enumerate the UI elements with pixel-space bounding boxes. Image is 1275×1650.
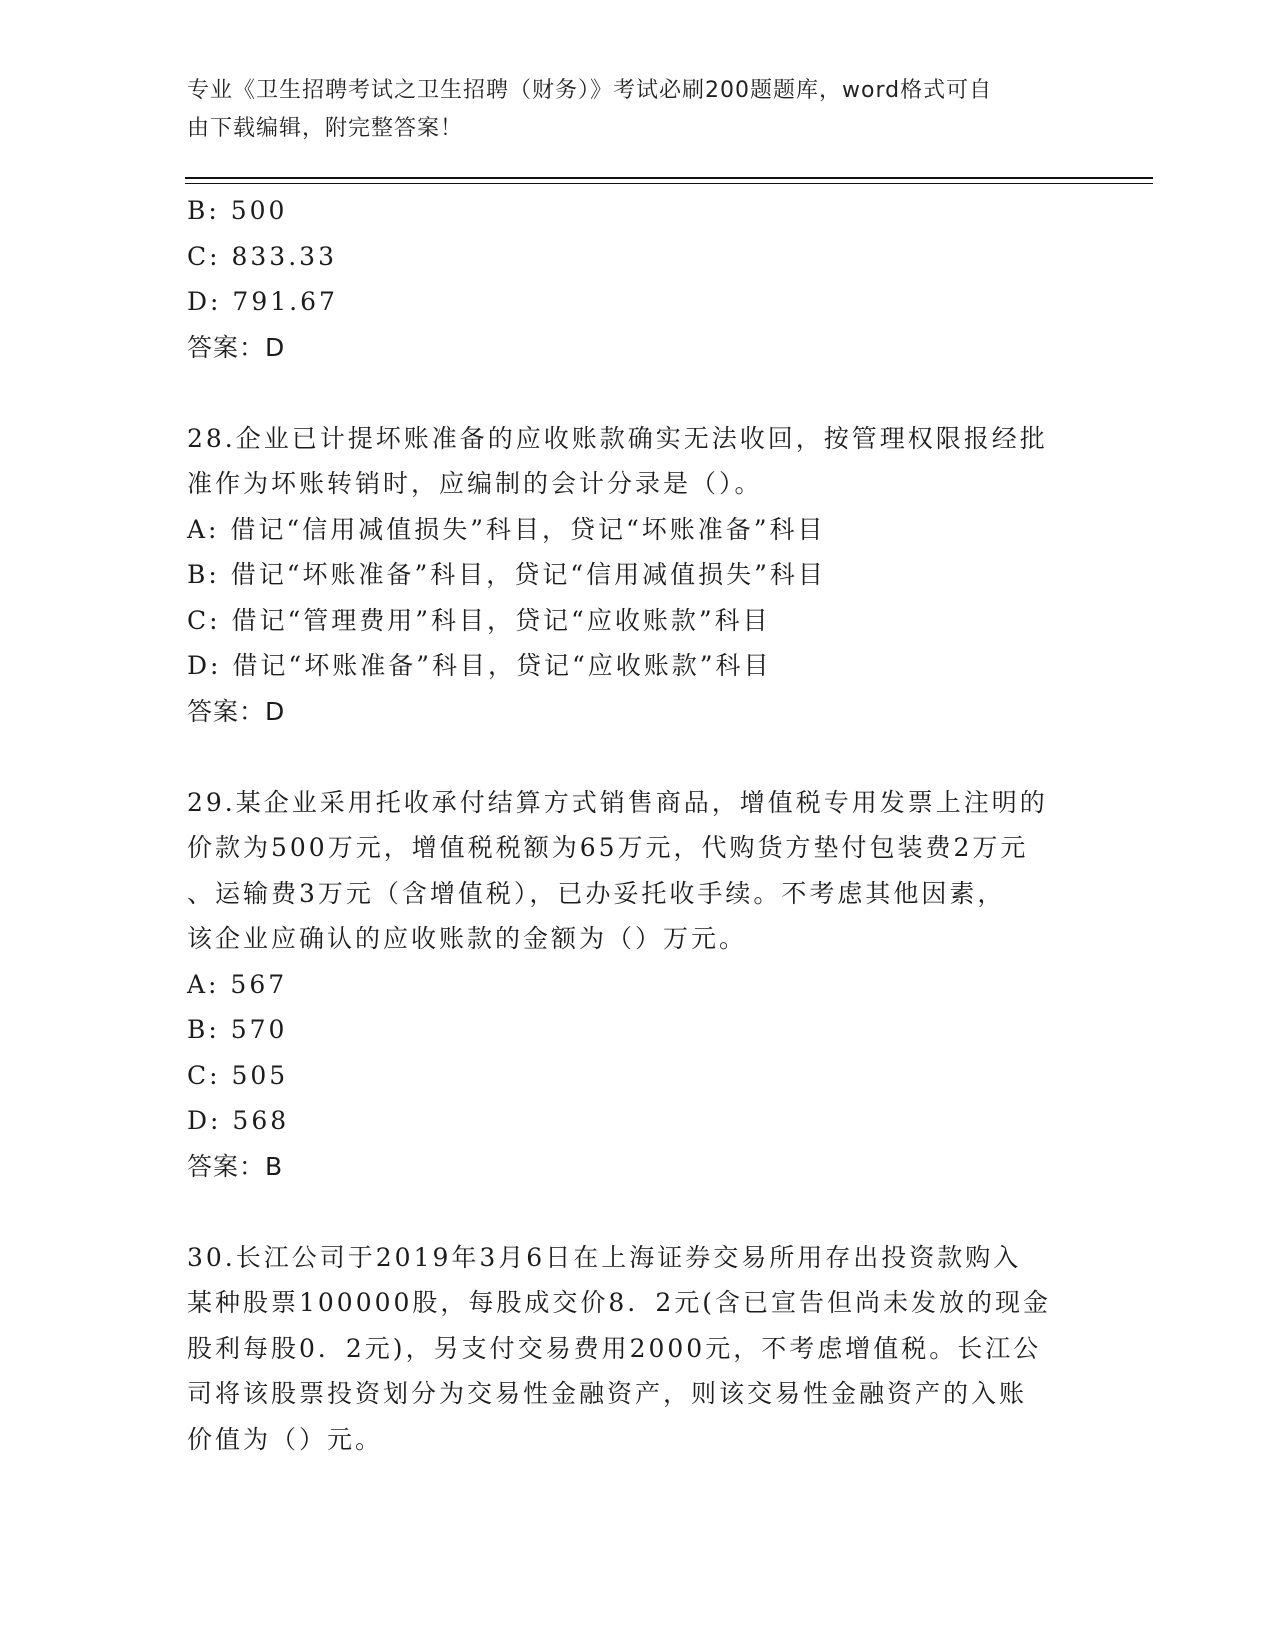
document-header: [187, 72, 1087, 148]
question-stem-line: 股利每股0．2元)，另支付交易费用2000元，不考虑增值税。长江公: [187, 1333, 1042, 1363]
option-d: D: 568: [187, 1106, 290, 1135]
option-d: D: 借记“坏账准备”科目，贷记“应收账款”科目: [187, 651, 772, 680]
option-a: A: 567: [187, 969, 288, 999]
spacer: [187, 734, 1087, 780]
question-stem-line: 29.某企业采用托收承付结算方式销售商品，增值税专用发票上注明的: [187, 787, 1048, 817]
question-stem-line: 30.长江公司于2019年3月6日在上海证券交易所用存出投资款购入: [187, 1242, 1022, 1272]
spacer: [187, 1189, 1087, 1235]
answer-line: 答案：D: [187, 696, 286, 726]
header-divider-thick: [185, 177, 1153, 179]
question-29: [187, 780, 1087, 1190]
question-stem-line: 某种股票100000股，每股成交价8．2元(含已宣告但尚未发放的现金: [187, 1288, 1052, 1317]
header-title-line-1: 专业《卫生招聘考试之卫生招聘（财务）》考试必刷200题题库，word格式可自: [187, 78, 993, 103]
question-stem-line: 28.企业已计提坏账准备的应收账款确实无法收回，按管理权限报经批: [187, 423, 1048, 453]
spacer: [187, 370, 1087, 416]
question-30: [187, 1235, 1087, 1463]
question-stem-line: 价款为500万元，增值税税额为65万元，代购货方垫付包装费2万元: [187, 833, 1029, 862]
question-stem-line: 司将该股票投资划分为交易性金融资产，则该交易性金融资产的入账: [187, 1379, 1028, 1408]
question-28: [187, 416, 1087, 735]
header-title-line-2: 由下载编辑，附完整答案！: [187, 116, 464, 141]
option-c: C: 505: [187, 1060, 289, 1090]
option-d: D: 791.67: [187, 287, 338, 316]
answer-line: 答案：B: [187, 1151, 284, 1181]
option-c: C: 833.33: [187, 241, 337, 271]
question-stem-line: 准作为坏账转销时，应编制的会计分录是（）。: [187, 469, 763, 498]
question-stem-line: 、运输费3万元（含增值税），已办妥托收手续。不考虑其他因素，: [187, 878, 1006, 908]
answer-line: 答案：D: [187, 332, 286, 362]
header-divider-thin: [185, 183, 1153, 184]
option-c: C: 借记“管理费用”科目，贷记“应收账款”科目: [187, 605, 771, 635]
question-list: [187, 188, 1087, 1462]
option-b: B: 借记“坏账准备”科目，贷记“信用减值损失”科目: [187, 560, 826, 589]
option-a: A: 借记“信用减值损失”科目，贷记“坏账准备”科目: [187, 514, 826, 544]
option-b: B: 570: [187, 1015, 288, 1044]
option-b: B: 500: [187, 196, 288, 225]
question-27-tail: [187, 188, 1087, 370]
question-stem-line: 该企业应确认的应收账款的金额为（）万元。: [187, 924, 748, 953]
question-stem-line: 价值为（）元。: [187, 1424, 384, 1454]
